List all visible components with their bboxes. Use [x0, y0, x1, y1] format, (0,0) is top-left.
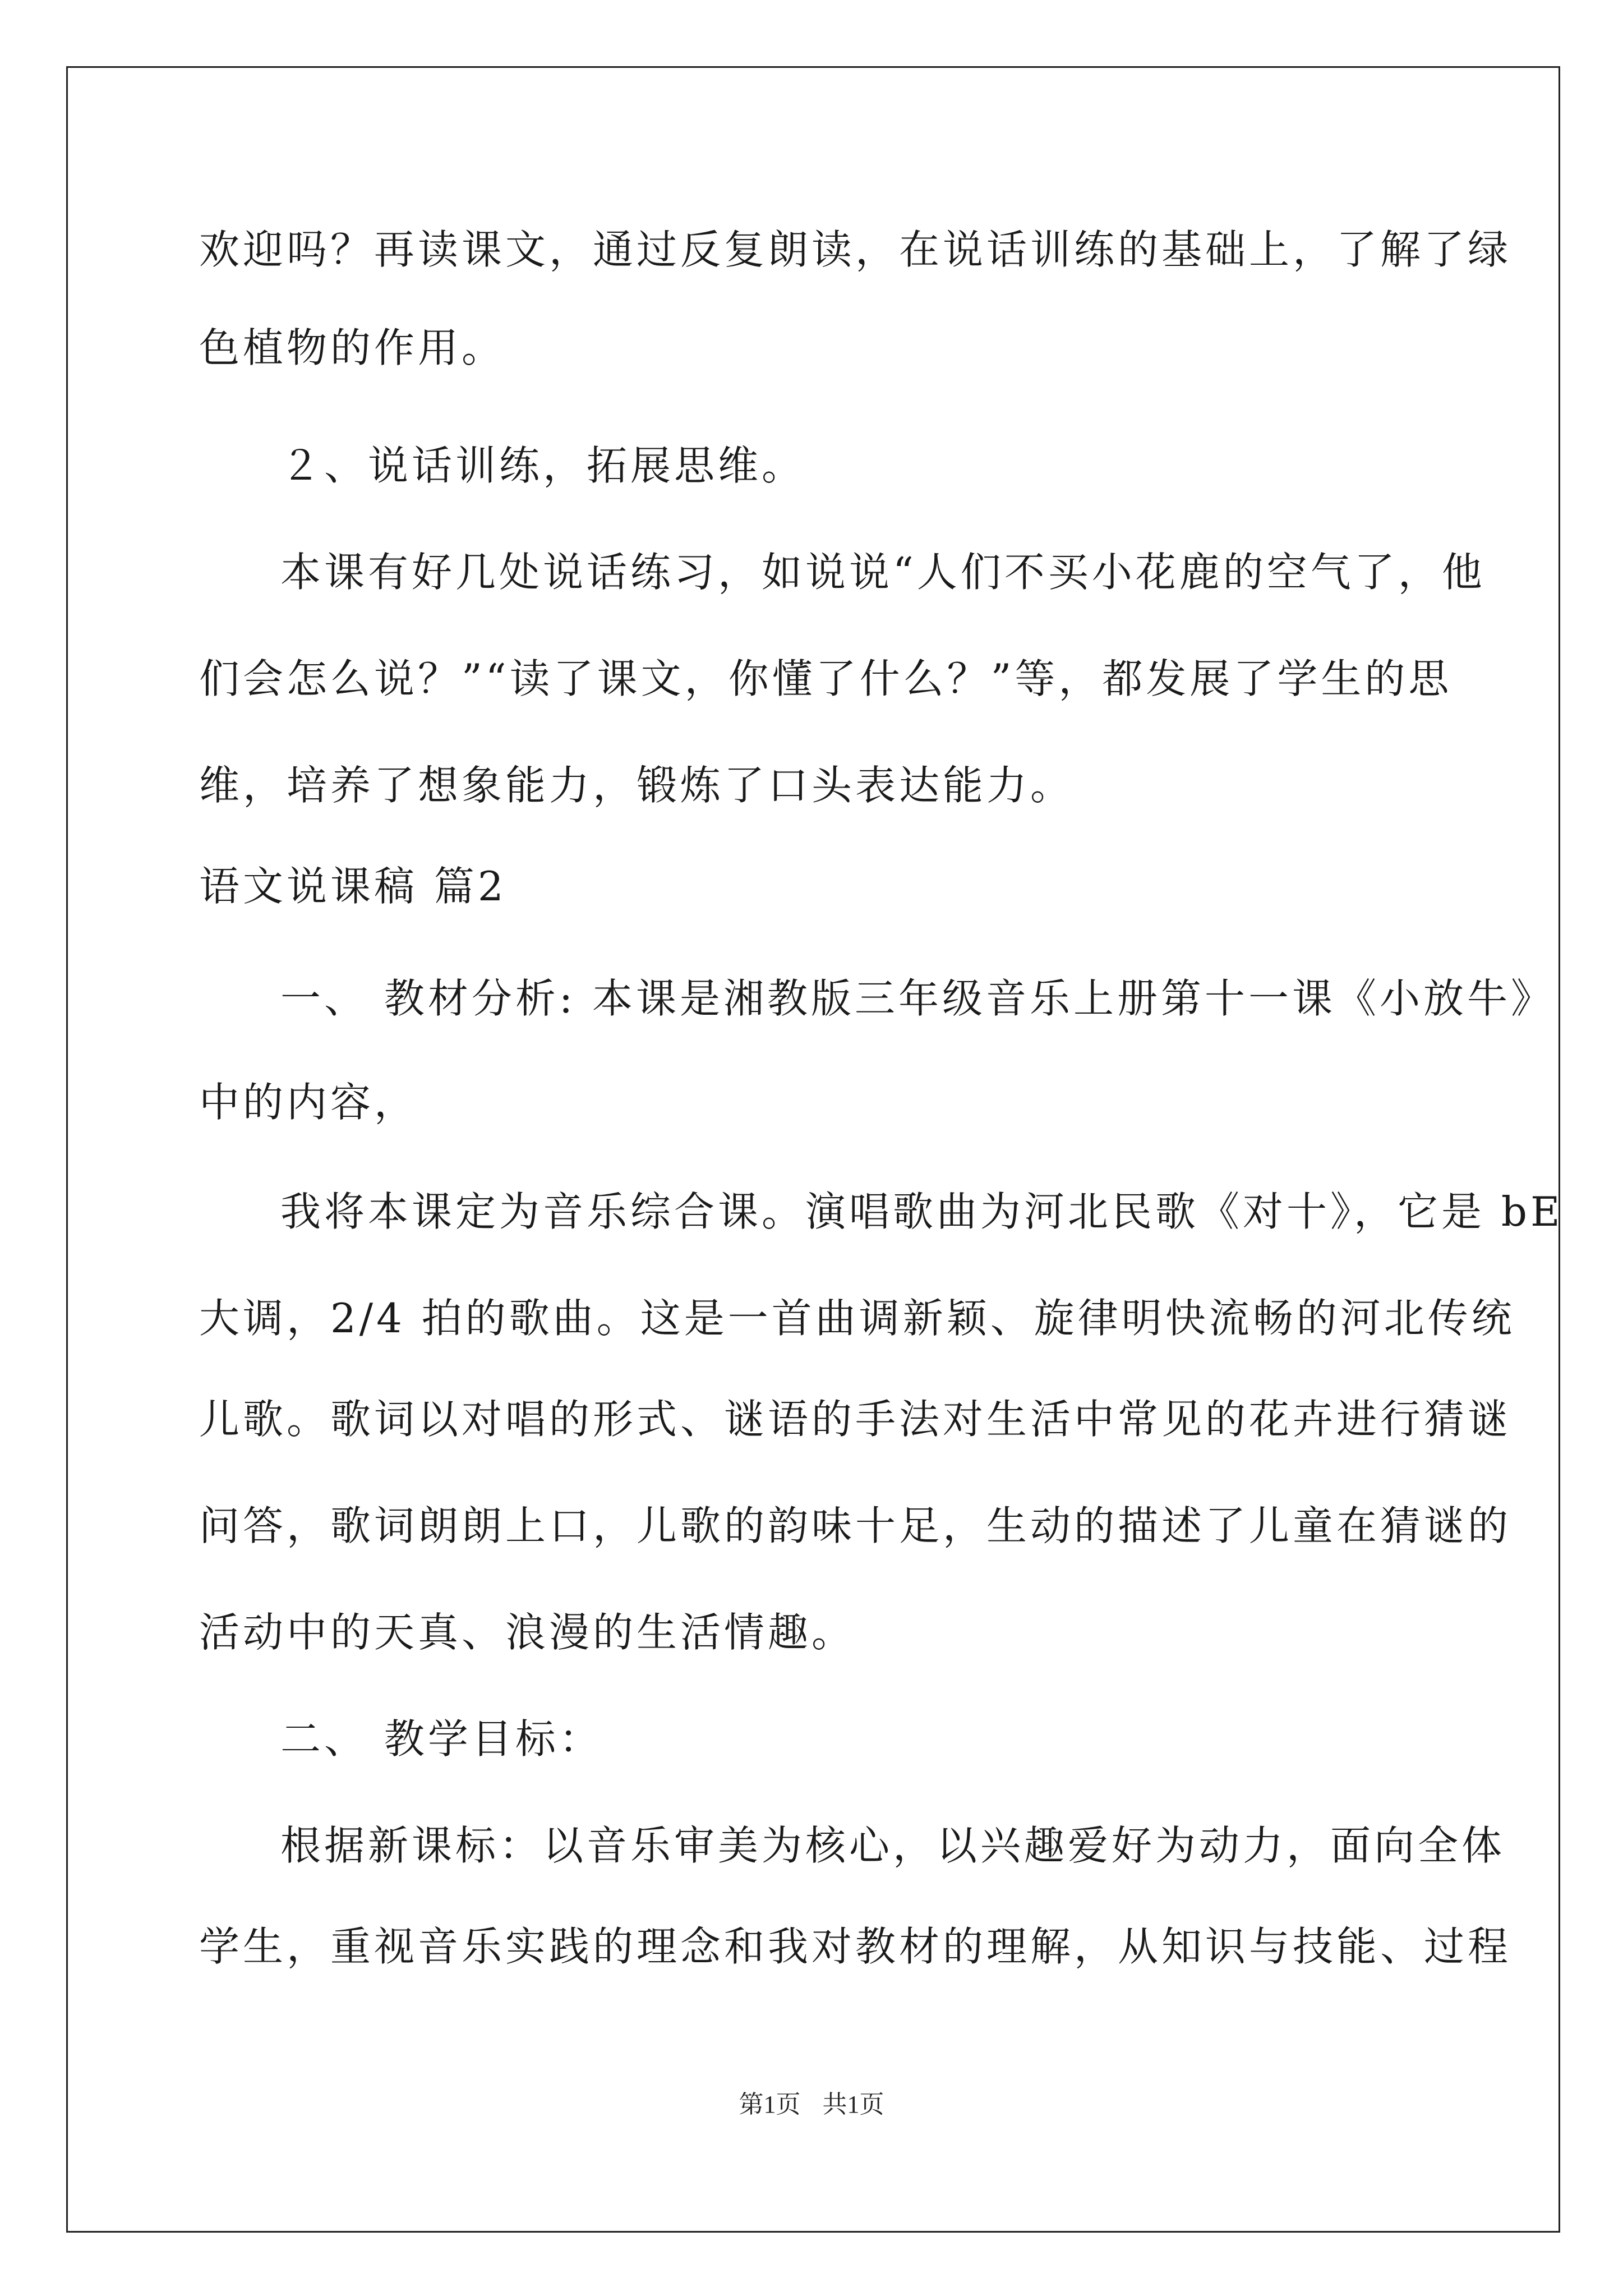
page-total: 共1页: [822, 2091, 884, 2118]
page-footer: [0, 2088, 1623, 2122]
page-number: 第1页: [739, 2091, 801, 2118]
section-heading: 语文说课稿 篇2: [199, 863, 507, 910]
body-line: 学生，重视音乐实践的理念和我对教材的理解，从知识与技能、过程: [199, 1923, 1512, 1970]
body-line: 根据新课标：以音乐审美为核心，以兴趣爱好为动力，面向全体: [280, 1822, 1506, 1869]
body-line: 问答，歌词朗朗上口，儿歌的韵味十足，生动的描述了儿童在猜谜的: [199, 1502, 1512, 1549]
body-line: 一、 教材分析: 本课是湘教版三年级音乐上册第十一课《小放牛》: [280, 975, 1555, 1022]
numbered-item: ２、说话训练，拓展思维。: [280, 442, 806, 489]
body-line: 大调，2/4 拍的歌曲。这是一首曲调新颖、旋律明快流畅的河北传统: [199, 1295, 1515, 1342]
body-line: 我将本课定为音乐综合课。演唱歌曲为河北民歌《对十》，它是 bE: [280, 1188, 1564, 1235]
body-line: 二、 教学目标：: [280, 1715, 603, 1763]
body-line: 中的内容，: [199, 1079, 418, 1126]
body-line: 本课有好几处说话练习，如说说“人们不买小花鹿的空气了，他: [280, 549, 1486, 596]
body-line: 儿歌。歌词以对唱的形式、谜语的手法对生活中常见的花卉进行猜谜: [199, 1396, 1512, 1443]
body-line: 欢迎吗？再读课文，通过反复朗读，在说话训练的基础上，了解了绿: [199, 226, 1512, 273]
body-line: 维，培养了想象能力，锻炼了口头表达能力。: [199, 762, 1075, 809]
page-border: [66, 66, 1560, 2233]
body-line: 们会怎么说？”“读了课文，你懂了什么？”等，都发展了学生的思: [199, 655, 1453, 702]
body-line: 活动中的天真、浪漫的生活情趣。: [199, 1609, 856, 1656]
body-line: 色植物的作用。: [199, 324, 506, 371]
